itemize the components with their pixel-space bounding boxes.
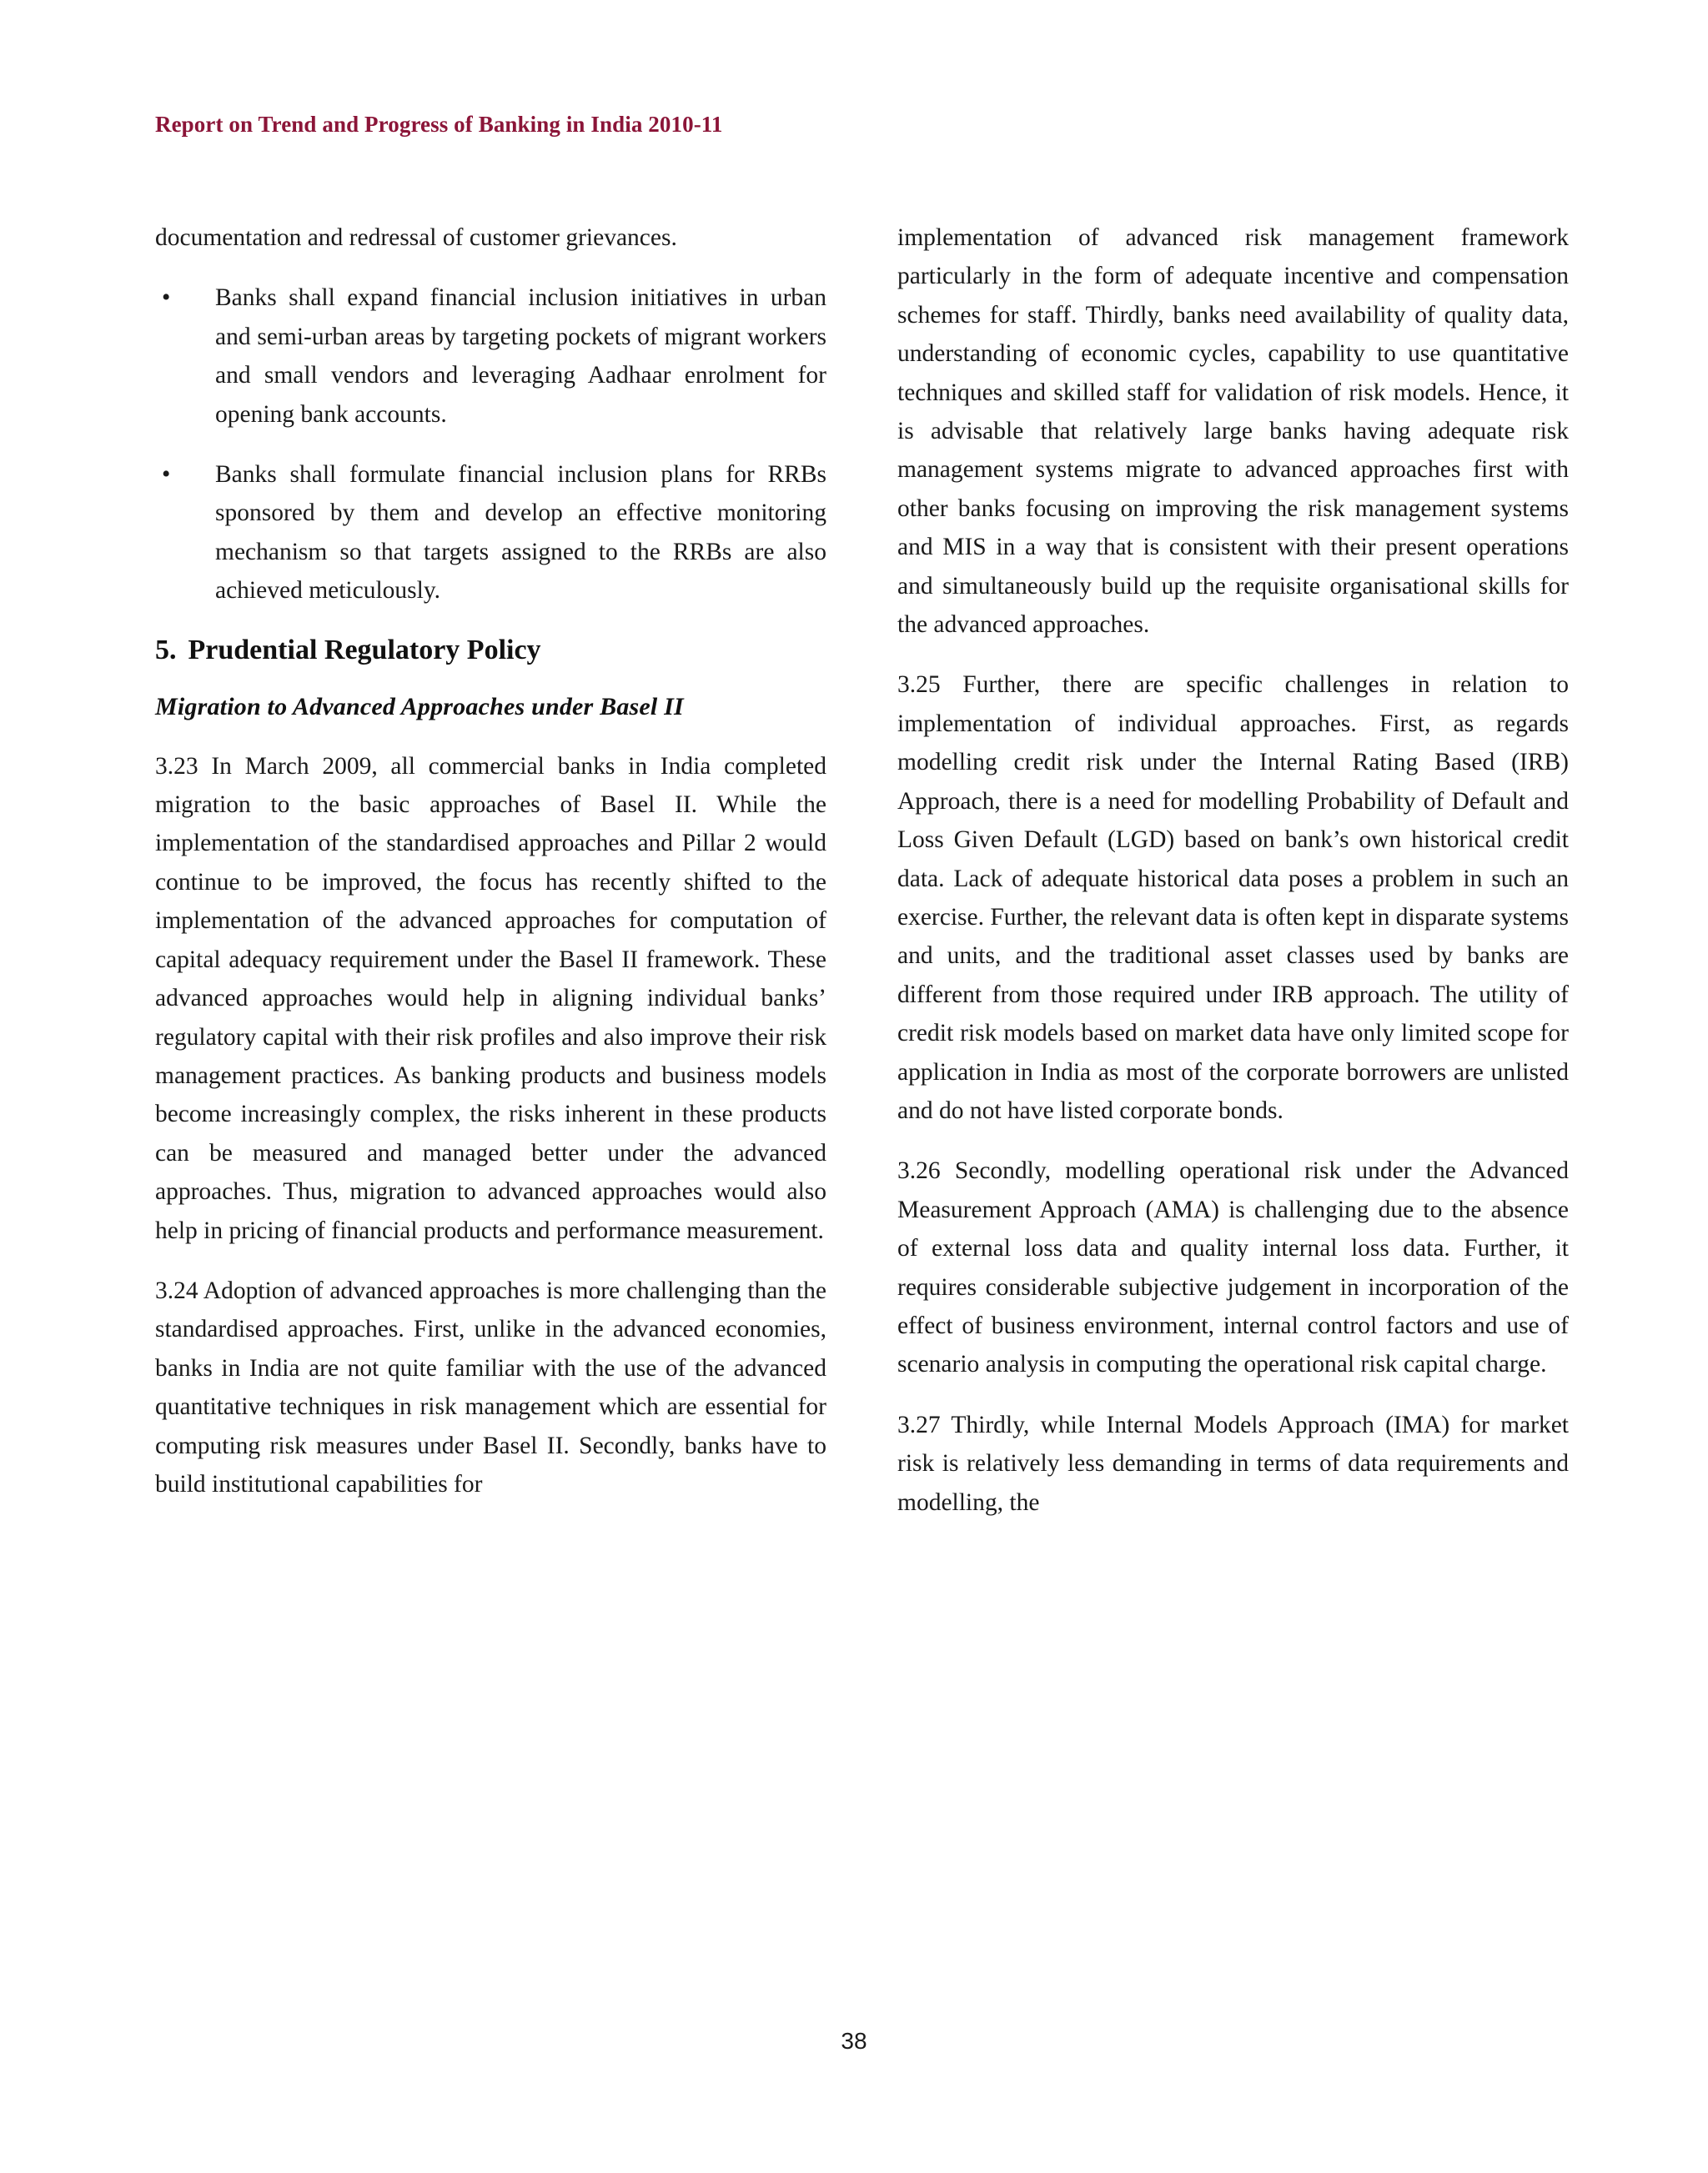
paragraph-3-26: 3.26 Secondly, modelling operational risk under the Advanced Measurement Approach (AMA) is challenging due to the absence of external loss data and quality internal loss data. Further, it requires considerable subjective judgement in incorporation of the effect of business environment, internal control factors and use of scenario analysis in computing the operational risk capital charge.	[897, 1157, 1569, 1378]
list-item	[155, 279, 826, 434]
paragraph-3-27: 3.27 Thirdly, while Internal Models Approach (IMA) for market risk is relatively less demanding in terms of data requirements and modelling, the	[897, 1411, 1569, 1516]
section-heading-title: Prudential Regulatory Policy	[188, 634, 541, 665]
paragraph-3-24: 3.24 Adoption of advanced approaches is more challenging than the standardised approaches. First, unlike in the advanced economies, banks in India are not quite familiar with the use of the advanced quantitative techniques in risk management which are essential for computing risk measures under Basel II. Secondly, banks have to build institutional capabilities for	[155, 1277, 826, 1498]
right-column	[897, 218, 1569, 1986]
section-heading	[155, 632, 826, 669]
list-item-text: Banks shall formulate financial inclusion plans for RRBs sponsored by them and develop an effective monitoring mechanism so that targets assigned to the RRBs are also achieved meticulously.	[215, 461, 826, 605]
section-heading-number: 5.	[155, 634, 177, 665]
list-item	[155, 455, 826, 610]
two-column-body	[155, 218, 1569, 1986]
bullet-list	[155, 279, 826, 610]
paragraph-continued-grievances: documentation and redressal of customer grievances.	[155, 224, 677, 251]
paragraph-continued-implementation: implementation of advanced risk management framework particularly in the form of adequate incentive and compensation schemes for staff. Thirdly, banks need availability of quality data, understanding of economic cycles, capability to use quantitative techniques and skilled staff for validation of risk models. Hence, it is advisable that relatively large banks having adequate risk management systems migrate to advanced approaches first with other banks focusing on improving the risk management systems and MIS in a way that is consistent with their present operations and simultaneously build up the requisite organisational skills for the advanced approaches.	[897, 224, 1569, 639]
left-column	[155, 218, 826, 1986]
page-number: 38	[841, 2028, 867, 2054]
bullet-icon: •	[162, 284, 171, 312]
paragraph-3-25: 3.25 Further, there are specific challenges in relation to implementation of individual approaches. First, as regards modelling credit risk under the Internal Rating Based (IRB) Approach, there is a need for modelling Probability of Default and Loss Given Default (LGD) based on bank’s own historical credit data. Lack of adequate historical data poses a problem in such an exercise. Further, the relevant data is often kept in disparate systems and units, and the traditional asset classes used by banks are different from those required under IRB approach. The utility of credit risk models based on market data have only limited scope for application in India as most of the corporate borrowers are unlisted and do not have listed corporate bonds.	[897, 671, 1569, 1124]
paragraph-3-23: 3.23 In March 2009, all commercial banks in India completed migration to the basic approaches of Basel II. While the implementation of the standardised approaches and Pillar 2 would continue to be improved, the focus has recently shifted to the implementation of the advanced approaches for computation of capital adequacy requirement under the Basel II framework. These advanced approaches would help in aligning individual banks’ regulatory capital with their risk profiles and also improve their risk management practices. As banking products and business models become increasingly complex, the risks inherent in these products can be measured and managed better under the advanced approaches. Thus, migration to advanced approaches would also help in pricing of financial products and performance measurement.	[155, 752, 826, 1244]
running-header: Report on Trend and Progress of Banking in India 2010-11	[155, 112, 723, 137]
sub-heading: Migration to Advanced Approaches under Basel II	[155, 692, 684, 720]
bullet-icon: •	[162, 461, 171, 489]
list-item-text: Banks shall expand financial inclusion initiatives in urban and semi-urban areas by targeting pockets of migrant workers and small vendors and leveraging Aadhaar enrolment for opening bank accounts.	[215, 284, 826, 428]
